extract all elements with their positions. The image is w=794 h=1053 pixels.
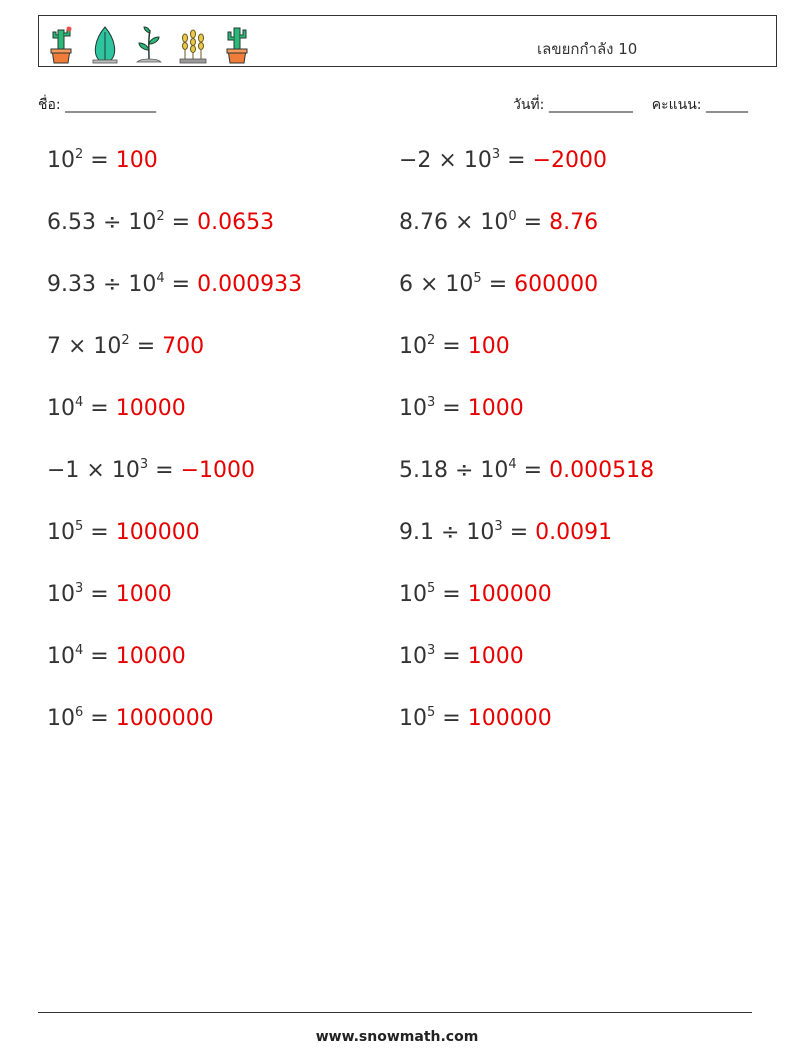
problem-base: 10	[466, 520, 495, 545]
problem-item: $6.53 \div 10^2 = 0.0653$	[47, 209, 275, 235]
problem-item: $6 \times 10^5 = 600000$	[399, 271, 599, 297]
problem-answer: 100000	[467, 582, 552, 607]
problem-answer: 100000	[467, 706, 552, 731]
problem-item: $10^5 = 100000$	[399, 705, 552, 731]
problem-prefix: 7 ×	[47, 334, 94, 359]
name-blank: _____________	[65, 97, 157, 113]
problem-item: $10^2 = 100$	[47, 147, 158, 173]
problem-exponent: 5	[427, 581, 436, 596]
problem-base: 10	[47, 582, 75, 607]
footer-url: www.snowmath.com	[315, 1029, 479, 1045]
problem-exponent: 5	[473, 271, 482, 286]
problem-answer: 1000	[467, 644, 524, 669]
problem-prefix: 6.53 ÷	[47, 210, 129, 235]
problem-base: 10	[399, 334, 427, 359]
problem-answer: 10000	[115, 644, 186, 669]
problem-answer: 600000	[514, 272, 599, 297]
problem-prefix: 9.33 ÷	[47, 272, 129, 297]
problem-prefix: 5.18 ÷	[399, 458, 481, 483]
problem-answer: 1000	[115, 582, 172, 607]
problem-item: $10^4 = 10000$	[47, 643, 186, 669]
problem-base: 10	[463, 148, 492, 173]
problem-base: 10	[128, 210, 157, 235]
problem-exponent: 3	[427, 643, 436, 658]
problem-item: $10^4 = 10000$	[47, 395, 186, 421]
problem-answer: −1000	[180, 458, 255, 483]
score-blank: ______	[705, 97, 748, 113]
problem-base: 10	[47, 706, 75, 731]
header-box	[38, 15, 777, 67]
icon-strip	[45, 20, 253, 64]
problem-prefix: 6 ×	[399, 272, 446, 297]
date-blank: ____________	[548, 97, 633, 113]
problem-exponent: 3	[494, 519, 503, 534]
problem-base: 10	[47, 520, 75, 545]
problem-base: 10	[399, 582, 427, 607]
problem-prefix: −2 ×	[399, 148, 464, 173]
problem-answer: 1000000	[115, 706, 214, 731]
problem-answer: 1000	[467, 396, 524, 421]
score-label: คะแนน:	[651, 97, 702, 113]
problem-item: $7 \times 10^2 = 700$	[47, 333, 205, 359]
footer-divider	[38, 1012, 752, 1013]
sprout-icon	[133, 24, 165, 64]
problem-item: $8.76 \times 10^0 = 8.76$	[399, 209, 599, 235]
problem-exponent: 4	[508, 457, 517, 472]
worksheet-title: เลขยกกำลัง 10	[537, 40, 638, 58]
problem-answer: 0.0653	[197, 210, 275, 235]
problem-base: 10	[399, 706, 427, 731]
problem-answer: 100000	[115, 520, 200, 545]
problem-prefix: −1 ×	[47, 458, 112, 483]
problem-item: $10^6 = 1000000$	[47, 705, 214, 731]
problem-item: $10^3 = 1000$	[399, 643, 524, 669]
problem-exponent: 3	[75, 581, 84, 596]
problem-item: $9.1 \div 10^3 = 0.0091$	[399, 519, 613, 545]
problem-base: 10	[47, 644, 75, 669]
problem-answer: 0.000933	[197, 272, 303, 297]
problem-answer: 100	[467, 334, 510, 359]
problem-answer: 0.0091	[535, 520, 613, 545]
problem-exponent: 3	[139, 457, 149, 472]
problem-prefix: 8.76 ×	[399, 210, 481, 235]
problem-exponent: 3	[427, 395, 436, 410]
leaf-icon	[89, 24, 121, 64]
problem-exponent: 0	[508, 209, 517, 224]
problem-base: 10	[47, 148, 75, 173]
problem-item: $10^3 = 1000$	[399, 395, 524, 421]
problem-base: 10	[47, 396, 75, 421]
date-score-fields	[513, 94, 748, 116]
problem-base: 10	[111, 458, 140, 483]
problem-exponent: 4	[75, 643, 84, 658]
wheat-icon	[177, 24, 209, 64]
cactus-pot-icon	[221, 24, 253, 64]
problem-answer: 0.000518	[549, 458, 655, 483]
problem-exponent: 6	[75, 705, 84, 720]
problem-base: 10	[480, 210, 509, 235]
problem-base: 10	[128, 272, 157, 297]
problem-base: 10	[480, 458, 509, 483]
problem-item: $-1 \times 10^3 = -1000$	[47, 457, 255, 483]
problem-item: $-2 \times 10^3 = -2000$	[399, 147, 607, 173]
problem-exponent: 5	[75, 519, 84, 534]
problem-base: 10	[399, 644, 427, 669]
problem-item: $10^3 = 1000$	[47, 581, 172, 607]
problem-exponent: 2	[427, 333, 436, 348]
problem-exponent: 2	[75, 147, 84, 162]
problem-item: $10^2 = 100$	[399, 333, 510, 359]
problem-answer: 100	[115, 148, 158, 173]
date-label: วันที่:	[513, 97, 545, 113]
problem-exponent: 2	[121, 333, 130, 348]
problem-exponent: 3	[491, 147, 501, 162]
problem-exponent: 4	[156, 271, 165, 286]
name-label: ชื่อ:	[38, 97, 61, 113]
problem-exponent: 2	[156, 209, 165, 224]
problem-prefix: 9.1 ÷	[399, 520, 467, 545]
problem-item: $9.33 \div 10^4 = 0.000933$	[47, 271, 303, 297]
problem-exponent: 5	[427, 705, 436, 720]
problem-item: $5.18 \div 10^4 = 0.000518$	[399, 457, 655, 483]
problem-item: $10^5 = 100000$	[47, 519, 200, 545]
problem-exponent: 4	[75, 395, 84, 410]
problem-answer: 8.76	[549, 210, 599, 235]
problem-answer: 700	[162, 334, 205, 359]
cactus-pot-icon	[45, 24, 77, 64]
problem-base: 10	[93, 334, 122, 359]
problem-base: 10	[399, 396, 427, 421]
problem-item: $10^5 = 100000$	[399, 581, 552, 607]
problem-base: 10	[445, 272, 474, 297]
problem-answer: −2000	[532, 148, 607, 173]
problem-answer: 10000	[115, 396, 186, 421]
name-field	[38, 94, 156, 116]
